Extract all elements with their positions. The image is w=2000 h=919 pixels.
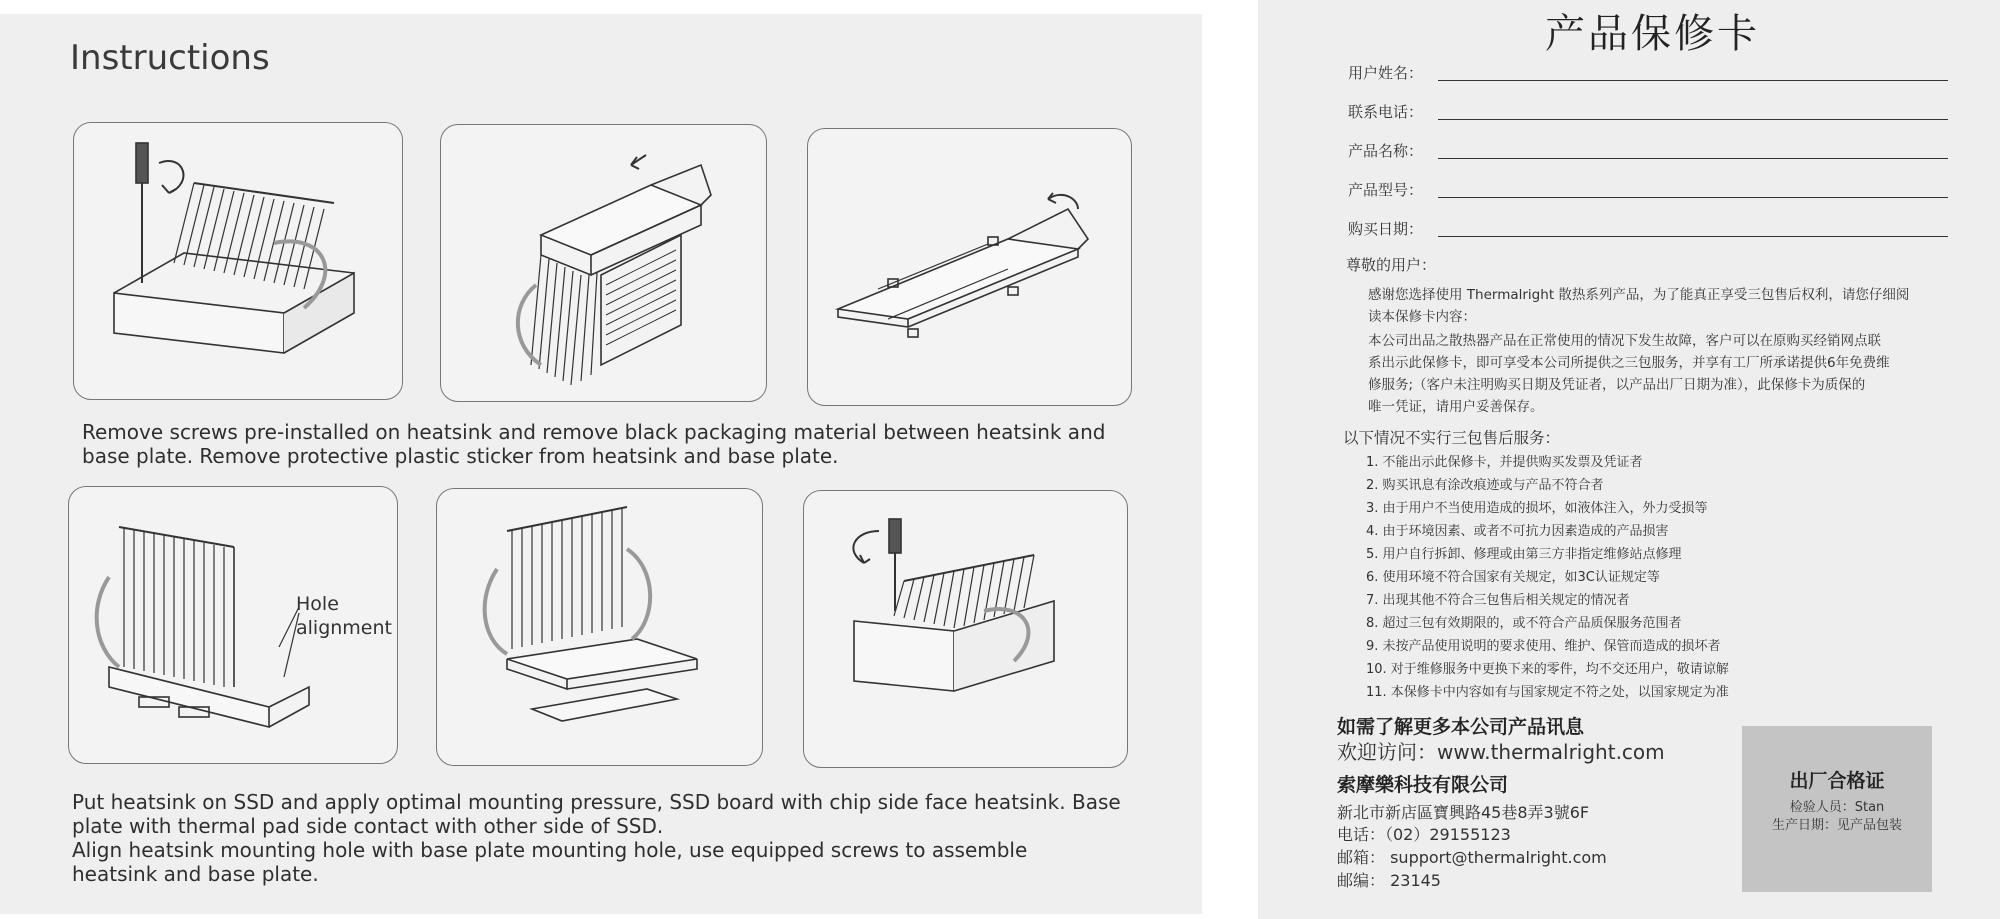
field-line — [1438, 158, 1948, 159]
website-link[interactable]: 欢迎访问：www.thermalright.com — [1337, 740, 1665, 764]
step-1-3-caption — [82, 420, 1105, 468]
field-purchase-date — [1348, 216, 1948, 240]
field-line — [1438, 197, 1948, 198]
exclusion-item: 6. 使用环境不符合国家有关规定，如3C认证规定等 — [1366, 570, 1660, 585]
field-label: 产品型号： — [1348, 181, 1424, 199]
exclusion-item: 7. 出现其他不符合三包售后相关规定的情况者 — [1366, 593, 1630, 608]
para-line: 唯一凭证，请用户妥善保存。 — [1368, 399, 1544, 415]
field-line — [1438, 236, 1948, 237]
company-address: 新北市新店區寶興路45巷8弄3號6F — [1337, 803, 1590, 822]
caption-line: Align heatsink mounting hole with base plate mounting hole, use equipped screws to assemble — [72, 838, 1028, 862]
intro-paragraph — [1368, 284, 1940, 328]
caption-line: plate with thermal pad side contact with other side of SSD. — [72, 814, 664, 838]
hole-label-line: alignment — [296, 617, 392, 639]
caption-line: Put heatsink on SSD and apply optimal mounting pressure, SSD board with chip side face heatsink. Base — [72, 790, 1121, 814]
company-phone: 电话：（02）29155123 — [1337, 825, 1511, 844]
exclusion-item: 3. 由于用户不当使用造成的损坏，如液体注入，外力受损等 — [1366, 501, 1708, 516]
company-postcode: 邮编： 23145 — [1337, 871, 1441, 890]
caption-line: Remove screws pre-installed on heatsink and remove black packaging material between heatsink and — [82, 420, 1106, 444]
exclusion-item: 5. 用户自行拆卸、修理或由第三方非指定维修站点修理 — [1366, 547, 1682, 562]
exclusion-item: 4. 由于环境因素、或者不可抗力因素造成的产品损害 — [1366, 524, 1669, 539]
warranty-title: 产品保修卡 — [1545, 11, 1760, 57]
step-1-illustration — [73, 122, 403, 400]
para-line: 修服务;（客户未注明购买日期及凭证者，以产品出厂日期为准），此保修卡为质保的 — [1368, 377, 1866, 393]
field-user-name — [1348, 60, 1948, 84]
field-label: 购买日期： — [1348, 220, 1424, 238]
greeting: 尊敬的用户： — [1346, 256, 1437, 274]
field-label: 用户姓名： — [1348, 64, 1424, 82]
caption-line: base plate. Remove protective plastic sticker from heatsink and base plate. — [82, 444, 839, 468]
caption-line: heatsink and base plate. — [72, 862, 319, 886]
hole-label-line: Hole — [296, 593, 339, 615]
para-line: 本公司出品之散热器产品在正常使用的情况下发生故障，客户可以在原购买经销网点联 — [1368, 333, 1881, 349]
para-line: 感谢您选择使用 Thermalright 散热系列产品，为了能真正享受三包售后权利，请您仔细阅 — [1368, 287, 1910, 303]
more-info-title: 如需了解更多本公司产品讯息 — [1337, 716, 1585, 738]
exclusion-item: 2. 购买讯息有涂改痕迹或与产品不符合者 — [1366, 478, 1604, 493]
step-3-illustration — [807, 128, 1132, 406]
step-4-6-caption — [72, 790, 1121, 886]
field-phone — [1348, 99, 1948, 123]
stamp-production-date: 生产日期：见产品包装 — [1771, 818, 1902, 833]
para-line: 系出示此保修卡，即可享受本公司所提供之三包服务，并享有工厂所承诺提供6年免费维 — [1368, 355, 1890, 371]
field-label: 产品名称： — [1348, 142, 1424, 160]
exclusion-item: 1. 不能出示此保修卡，并提供购买发票及凭证者 — [1366, 455, 1643, 470]
exclusion-item: 10. 对于维修服务中更换下来的零件，均不交还用户，敬请谅解 — [1366, 662, 1729, 677]
step-5-illustration — [436, 488, 763, 766]
exclusion-item: 8. 超过三包有效期限的，或不符合产品质保服务范围者 — [1366, 616, 1682, 631]
step-2-illustration — [440, 124, 767, 402]
service-paragraph — [1368, 330, 1940, 418]
stamp-inspector: 检验人员：Stan — [1789, 800, 1885, 815]
company-name: 索摩樂科技有限公司 — [1337, 774, 1509, 796]
field-label: 联系电话： — [1348, 103, 1424, 121]
field-product-model — [1348, 177, 1948, 201]
step-6-illustration — [803, 490, 1128, 768]
hole-alignment-label — [296, 592, 392, 640]
exclusion-item: 9. 未按产品使用说明的要求使用、维护、保管而造成的损坏者 — [1366, 639, 1721, 654]
exclusions-title: 以下情况不实行三包售后服务： — [1343, 429, 1561, 447]
stamp-title: 出厂合格证 — [1789, 770, 1885, 792]
company-email[interactable]: 邮箱： support@thermalright.com — [1337, 848, 1607, 867]
field-line — [1438, 80, 1948, 81]
instructions-title: Instructions — [70, 38, 270, 78]
qc-certificate-stamp — [1742, 726, 1932, 892]
field-product-name — [1348, 138, 1948, 162]
exclusion-item: 11. 本保修卡中内容如有与国家规定不符之处，以国家规定为准 — [1366, 685, 1729, 700]
field-line — [1438, 119, 1948, 120]
para-line: 读本保修卡内容： — [1368, 309, 1476, 325]
